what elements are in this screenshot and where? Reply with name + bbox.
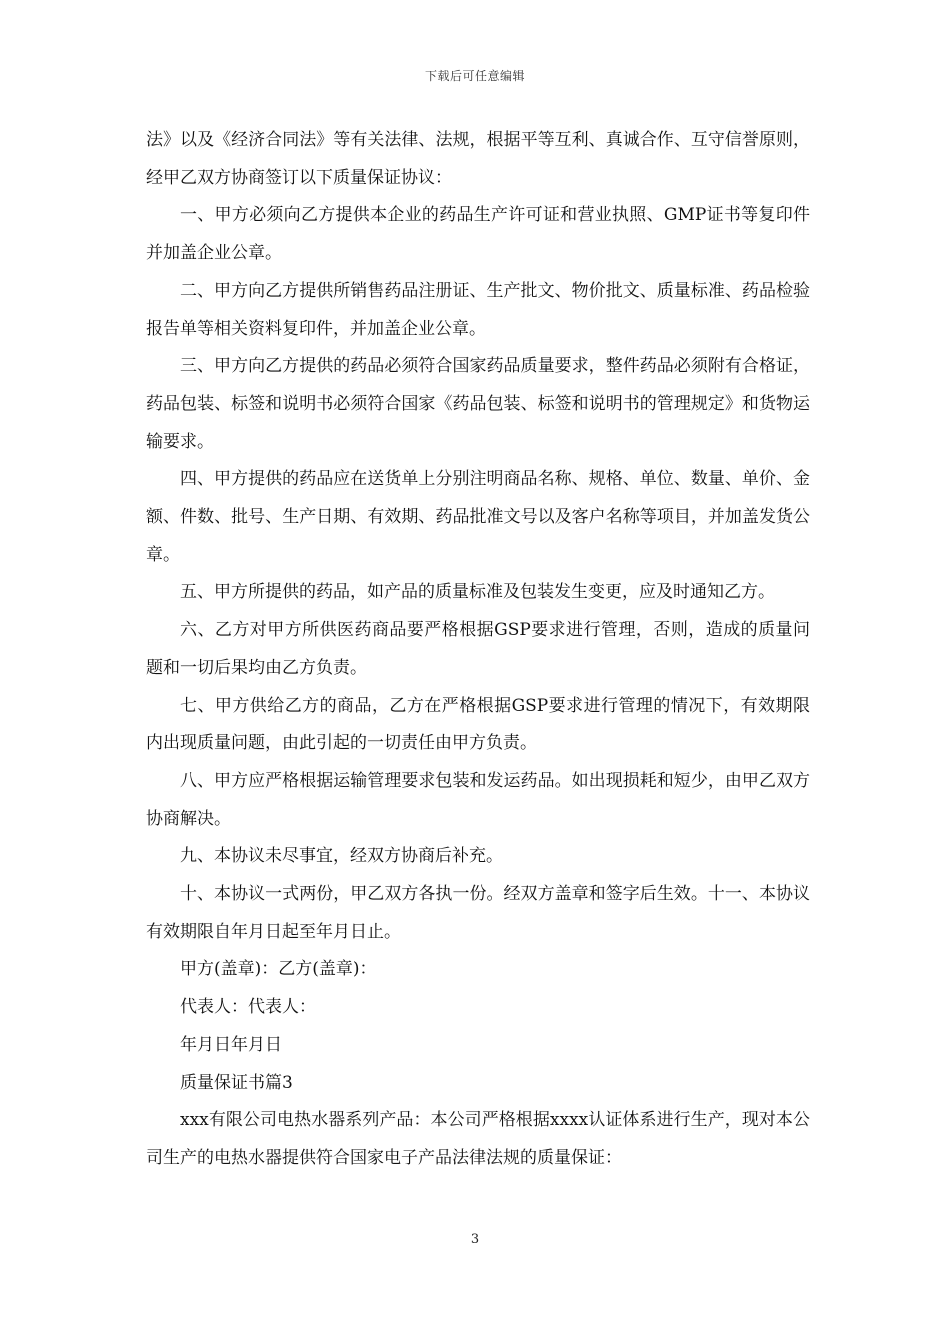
paragraph-clause-2: 二、甲方向乙方提供所销售药品注册证、生产批文、物价批文、质量标准、药品检验报告单等相关资料复印件，并加盖企业公章。 — [146, 280, 810, 339]
paragraph-clause-8: 八、甲方应严格根据运输管理要求包装和发运药品。如出现损耗和短少，由甲乙双方协商解决。 — [146, 770, 810, 829]
paragraph-continuation: 法》以及《经济合同法》等有关法律、法规，根据平等互利、真诚合作、互守信誉原则，经甲乙双方协商签订以下质量保证协议： — [146, 130, 810, 188]
signature-seal-line: 甲方(盖章)：乙方(盖章)： — [180, 959, 377, 980]
page-number: 3 — [470, 1232, 480, 1247]
paragraph-clause-6: 六、乙方对甲方所供医药商品要严格根据GSP要求进行管理，否则，造成的质量问题和一切后果均由乙方负责。 — [146, 620, 810, 678]
paragraph-clause-5: 五、甲方所提供的药品，如产品的质量标准及包装发生变更，应及时通知乙方。 — [180, 582, 775, 603]
paragraph-clause-3: 三、甲方向乙方提供的药品必须符合国家药品质量要求，整件药品必须附有合格证，药品包装、标签和说明书必须符合国家《药品包装、标签和说明书的管理规定》和货物运输要求。 — [146, 356, 810, 452]
paragraph-clause-7: 七、甲方供给乙方的商品，乙方在严格根据GSP要求进行管理的情况下，有效期限内出现质量问题，由此引起的一切责任由甲方负责。 — [146, 695, 810, 754]
page-header: 下载后可任意编辑 — [424, 69, 525, 83]
paragraph-clause-9: 九、本协议未尽事宜，经双方协商后补充。 — [180, 846, 503, 867]
signature-representative-line: 代表人：代表人： — [180, 997, 316, 1018]
signature-date-line: 年月日年月日 — [180, 1034, 282, 1055]
paragraph-clause-1: 一、甲方必须向乙方提供本企业的药品生产许可证和营业执照、GMP证书等复印件并加盖企业公章。 — [146, 205, 810, 264]
paragraph-intro-warranty: xxx有限公司电热水器系列产品：本公司严格根据xxxx认证体系进行生产，现对本公司生产的电热水器提供符合国家电子产品法律法规的质量保证： — [146, 1110, 810, 1168]
section-title: 质量保证书篇3 — [180, 1072, 293, 1093]
document-body — [146, 122, 810, 1178]
paragraph-clause-4: 四、甲方提供的药品应在送货单上分别注明商品名称、规格、单位、数量、单价、金额、件数、批号、生产日期、有效期、药品批准文号以及客户名称等项目，并加盖发货公章。 — [146, 469, 810, 565]
paragraph-clause-10-11: 十、本协议一式两份，甲乙双方各执一份。经双方盖章和签字后生效。十一、本协议有效期限自年月日起至年月日止。 — [146, 884, 810, 942]
